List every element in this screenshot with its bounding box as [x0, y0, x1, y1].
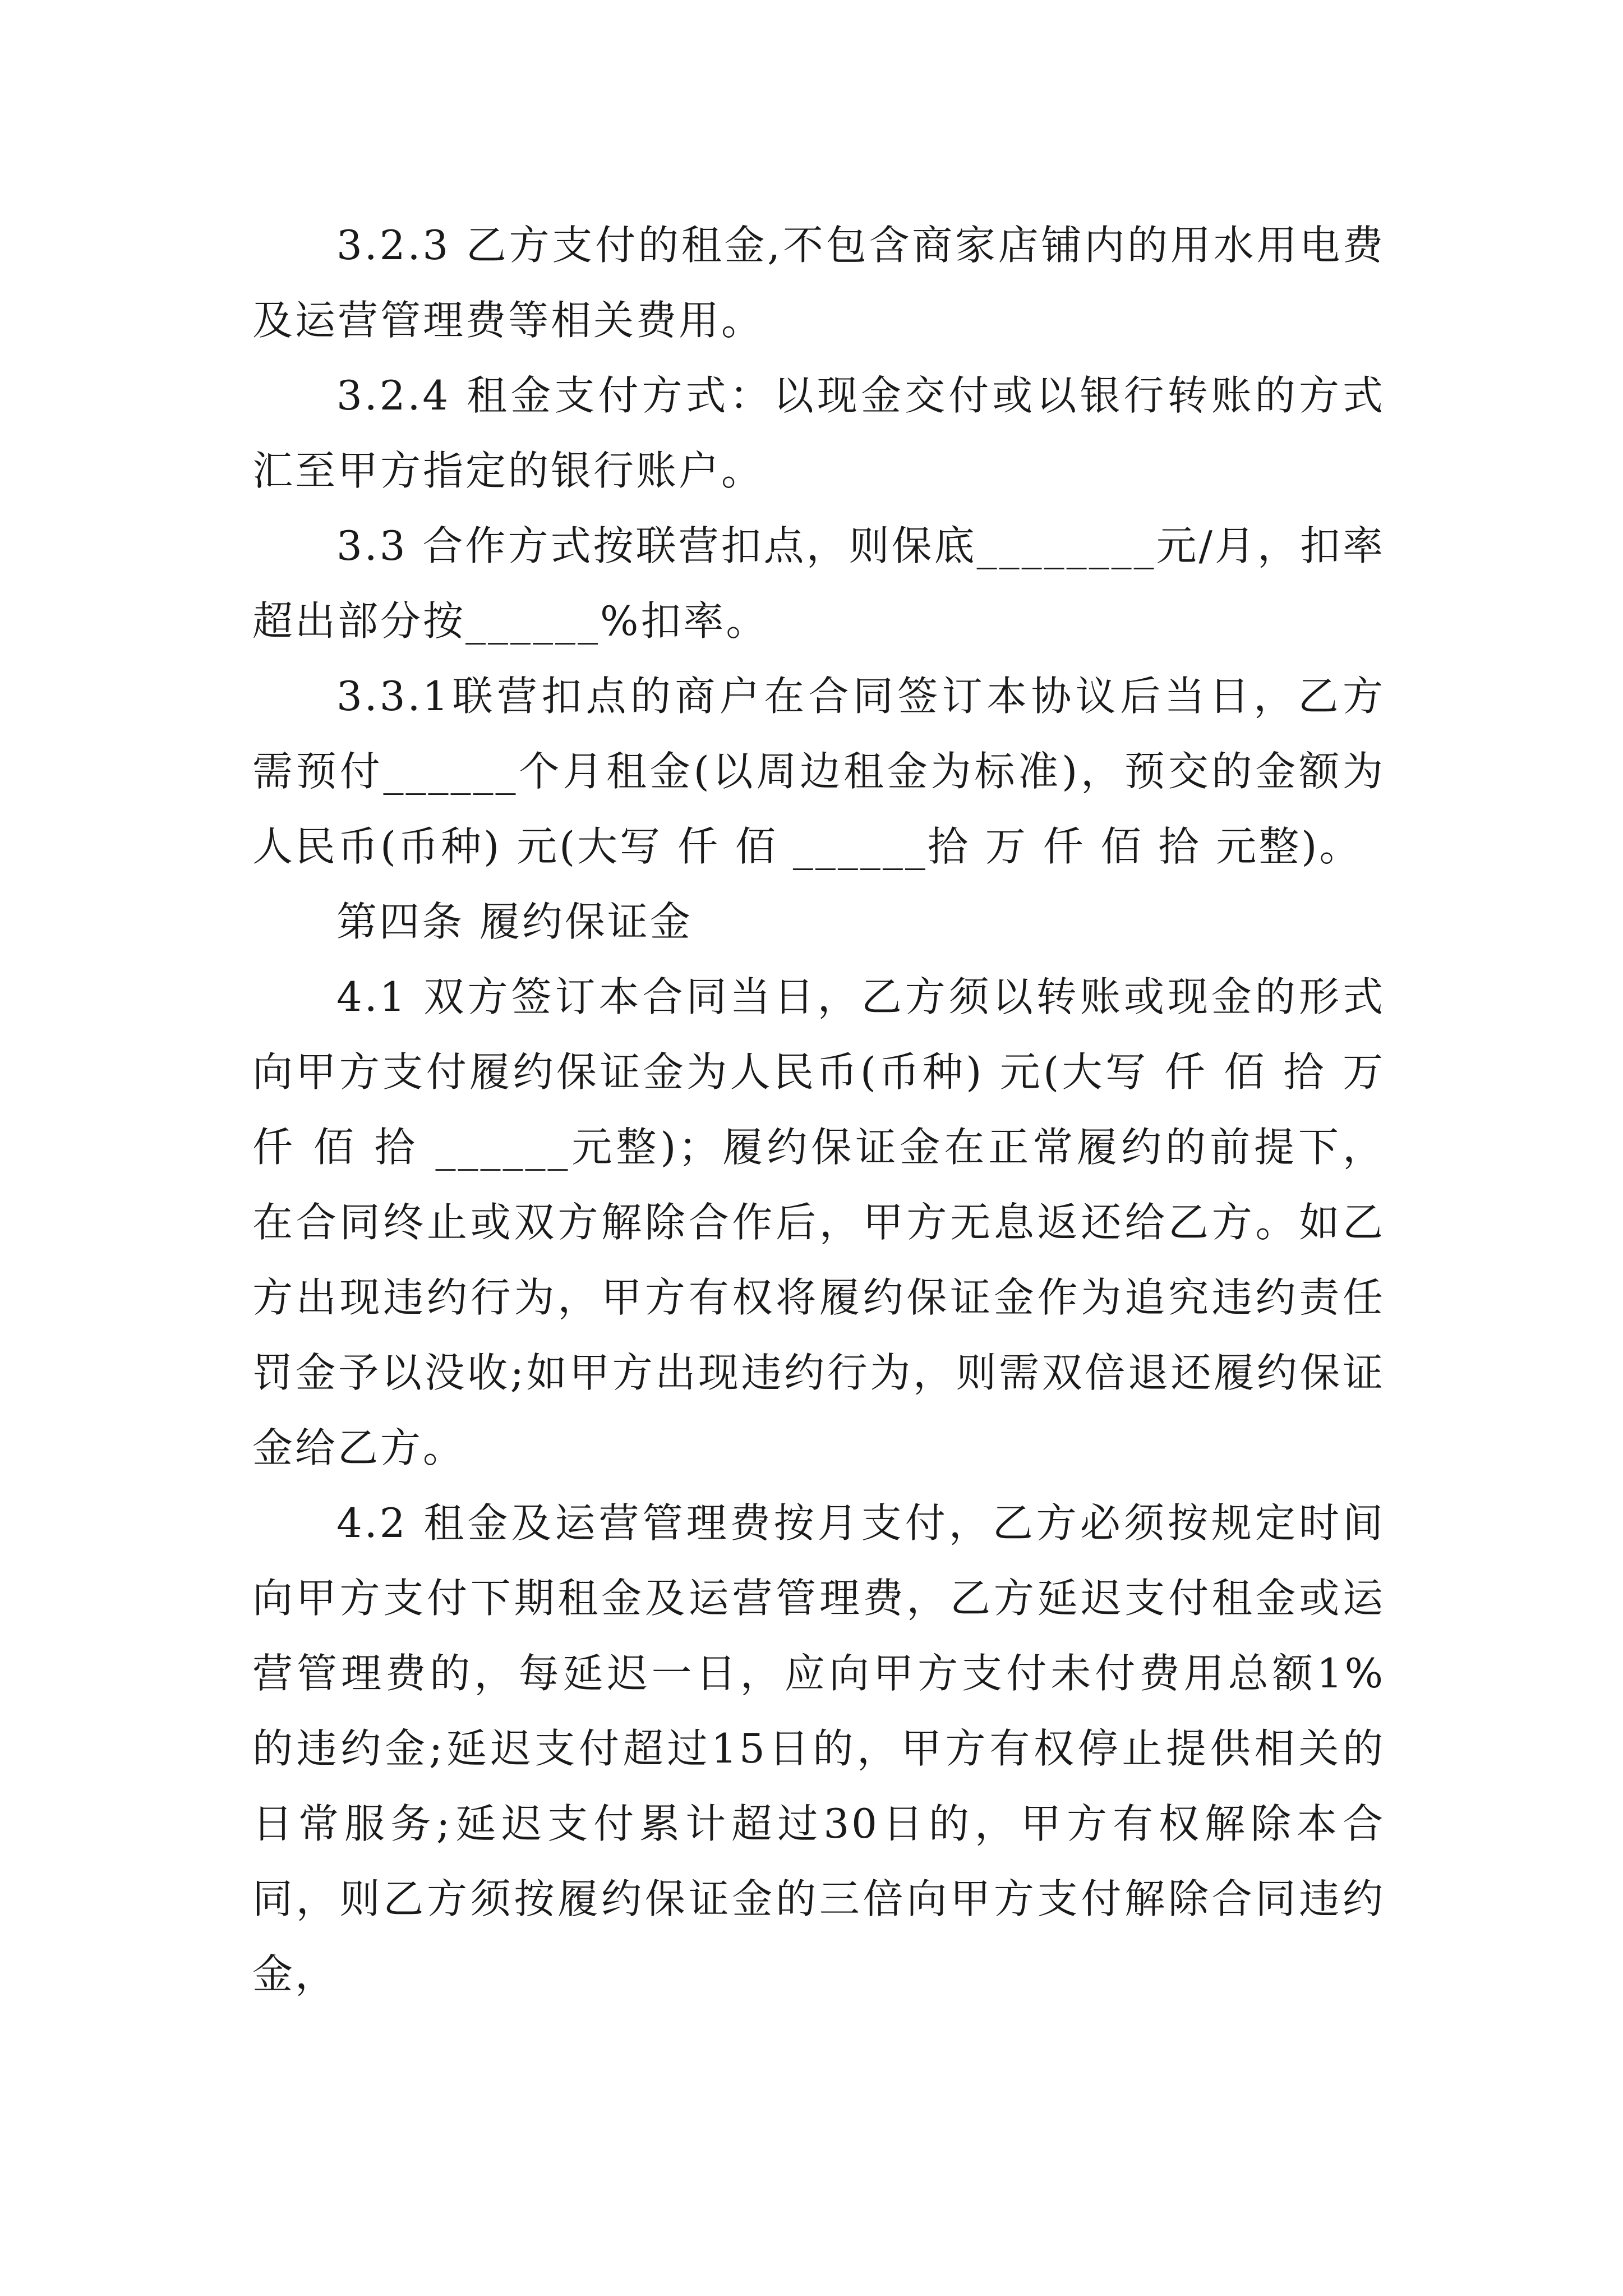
clause-4-1: 4.1 双方签订本合同当日，乙方须以转账或现金的形式向甲方支付履约保证金为人民币(币种) 元(大写 仟 佰 拾 万 仟 佰 拾 ______元整)；履约保证金在正常履约的前提下，在合同终止或双方解除合作后，甲方无息返还给乙方。如乙方出现违约行为，甲方有权将履约保证金作为追究违约责任罚金予以没收;如甲方出现违约行为，则需双倍退还履约保证金给乙方。	[252, 973, 1385, 1471]
clause-3-2-3: 3.2.3 乙方支付的租金,不包含商家店铺内的用水用电费及运营管理费等相关费用。	[252, 222, 1385, 344]
clause-3-3-1: 3.3.1联营扣点的商户在合同签订本协议后当日，乙方需预付______个月租金(以周边租金为标准)，预交的金额为人民币(币种) 元(大写 仟 佰 ______拾 万 仟 佰 拾 元整)。	[252, 673, 1385, 870]
document-page	[252, 208, 1385, 2012]
clause-3-2-4: 3.2.4 租金支付方式：以现金交付或以银行转账的方式汇至甲方指定的银行账户。	[252, 372, 1385, 494]
article-4-heading: 第四条 履约保证金	[336, 898, 693, 945]
clause-4-2: 4.2 租金及运营管理费按月支付，乙方必须按规定时间向甲方支付下期租金及运营管理费，乙方延迟支付租金或运营管理费的，每延迟一日，应向甲方支付未付费用总额1%的违约金;延迟支付超过15日的，甲方有权停止提供相关的日常服务;延迟支付累计超过30日的，甲方有权解除本合同，则乙方须按履约保证金的三倍向甲方支付解除合同违约金，	[252, 1499, 1385, 1998]
clause-3-3: 3.3 合作方式按联营扣点，则保底________元/月，扣率超出部分按______%扣率。	[252, 522, 1385, 645]
